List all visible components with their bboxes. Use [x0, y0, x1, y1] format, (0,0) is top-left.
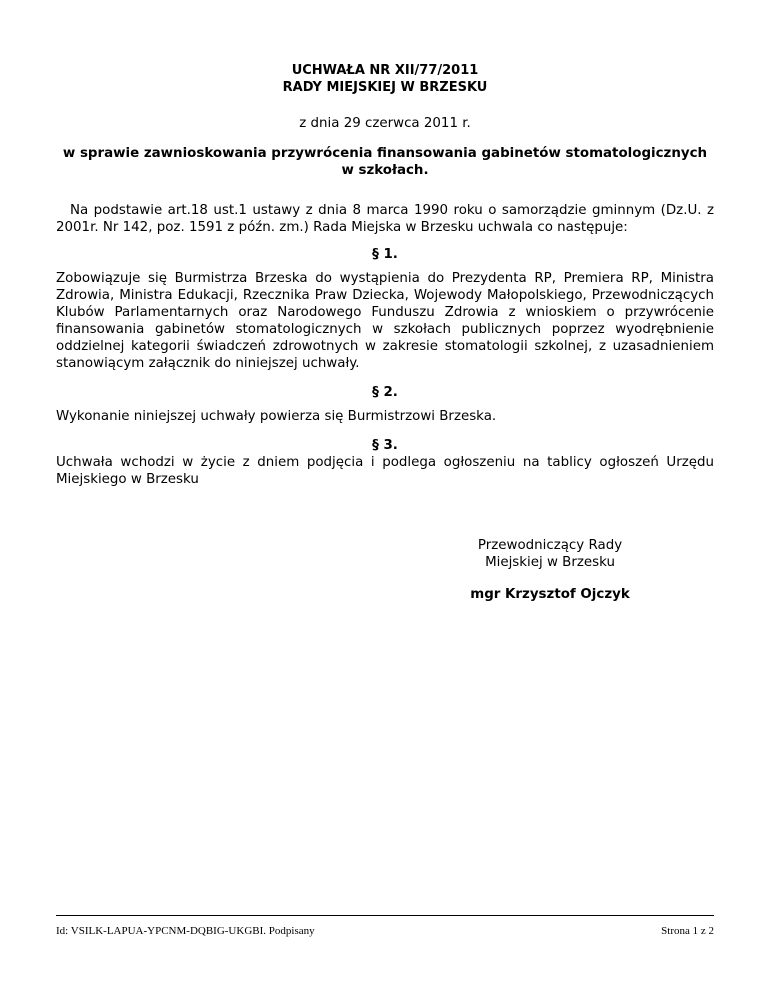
section-2-text: Wykonanie niniejszej uchwały powierza się Burmistrzowi Brzeska. — [56, 409, 497, 424]
page-number: Strona 1 z 2 — [661, 925, 714, 937]
subject-line-1: w sprawie zawnioskowania przywrócenia finansowania gabinetów stomatologicznych — [62, 146, 708, 161]
section-3-text: Uchwała wchodzi w życie z dniem podjęcia i podlega ogłoszeniu na tablicy ogłoszeń Urzędu Miejskiego w Brzesku — [56, 455, 714, 487]
signatory-role-line-1: Przewodniczący Rady — [477, 538, 623, 553]
subject-line-2: w szkołach. — [341, 163, 429, 178]
signature-block — [440, 537, 660, 603]
section-3-mark: § 3. — [372, 438, 398, 453]
council-name: RADY MIEJSKIEJ W BRZESKU — [282, 80, 488, 95]
resolution-number: UCHWAŁA NR XII/77/2011 — [291, 63, 479, 78]
section-1-mark: § 1. — [372, 247, 398, 262]
resolution-date: z dnia 29 czerwca 2011 r. — [299, 116, 471, 131]
section-2-mark: § 2. — [372, 385, 398, 400]
signatory-name: mgr Krzysztof Ojczyk — [470, 587, 630, 602]
document-id: Id: VSILK-LAPUA-YPCNM-DQBIG-UKGBI. Podpisany — [56, 925, 315, 937]
signatory-role-line-2: Miejskiej w Brzesku — [485, 555, 615, 570]
document-body — [56, 62, 714, 488]
section-1-text: Zobowiązuje się Burmistrza Brzeska do wystąpienia do Prezydenta RP, Premiera RP, Ministra Zdrowia, Ministra Edukacji, Rzecznika Praw Dziecka, Wojewody Małopolskiego, Przewodniczących Klubów Parlamentarnych oraz Narodowego Funduszu Zdrowia z wnioskiem o przywrócenie finansowania gabinetów stomatologicznych w szkołach publicznych poprzez wyodrębnienie oddzielnej kategorii świadczeń zdrowotnych w zakresie stomatologii szkolnej, z uzasadnieniem stanowiącym załącznik do niniejszej uchwały. — [56, 271, 714, 371]
resolution-subject — [56, 145, 714, 179]
preamble-paragraph: Na podstawie art.18 ust.1 ustawy z dnia 8 marca 1990 roku o samorządzie gminnym (Dz.U. z 2001r. Nr 142, poz. 1591 z późn. zm.) Rada Miejska w Brzesku uchwala co następuje: — [56, 203, 714, 235]
footer-divider — [56, 915, 714, 916]
